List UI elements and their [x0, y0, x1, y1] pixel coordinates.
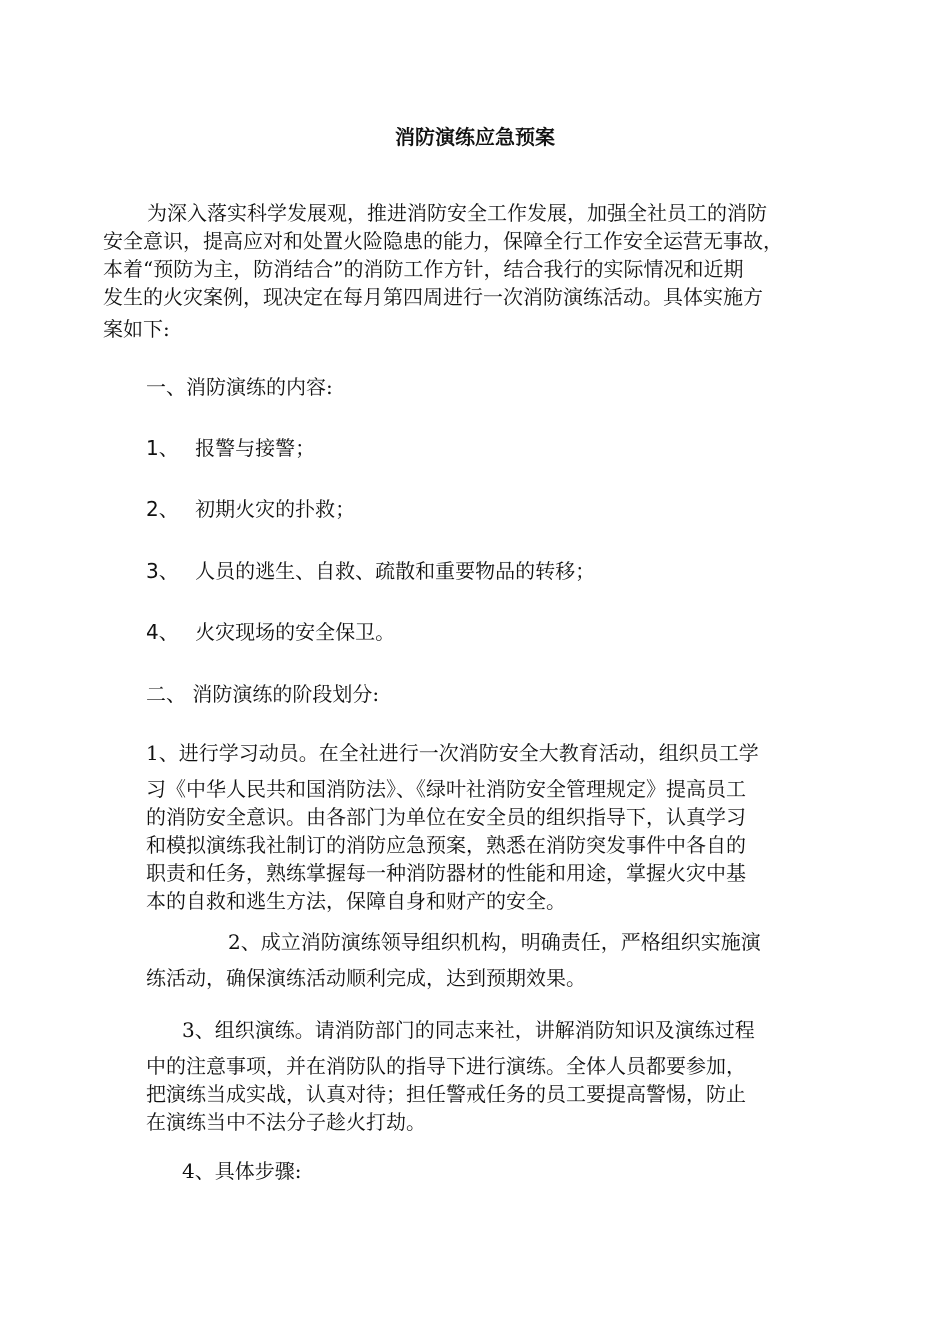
stage2-line: 练活动，确保演练活动顺利完成，达到预期效果。: [146, 966, 586, 990]
document-title: 消防演练应急预案: [395, 125, 555, 149]
stage3-line: 在演练当中不法分子趁火打劫。: [146, 1110, 426, 1134]
list-item-number: 4、: [146, 620, 179, 644]
list-item: [146, 434, 315, 462]
stage1-line: 1、进行学习动员。在全社进行一次消防安全大教育活动，组织员工学: [146, 741, 759, 765]
list-item-text: 初期火灾的扑救；: [195, 497, 356, 521]
list-item: [146, 618, 395, 646]
list-item-text: 火灾现场的安全保卫。: [195, 620, 396, 644]
list-item-text: 人员的逃生、自救、疏散和重要物品的转移；: [195, 559, 596, 583]
intro-line: 为深入落实科学发展观，推进消防安全工作发展，加强全社员工的消防: [147, 201, 767, 225]
section2-heading: 二、 消防演练的阶段划分:: [146, 682, 380, 706]
stage3-line: 中的注意事项，并在消防队的指导下进行演练。全体人员都要参加，: [146, 1054, 746, 1078]
stage1-line: 习《中华人民共和国消防法》、《绿叶社消防安全管理规定》提高员工: [146, 777, 746, 801]
intro-line: 案如下:: [103, 317, 170, 341]
stage1-line: 职责和任务，熟练掌握每一种消防器材的性能和用途，掌握火灾中基: [146, 861, 746, 885]
stage2-paragraph: [146, 928, 761, 992]
intro-line: 发生的火灾案例，现决定在每月第四周进行一次消防演练活动。具体实施方: [103, 285, 763, 309]
stage2-line: 2、成立消防演练领导组织机构，明确责任，严格组织实施演: [228, 930, 761, 954]
stage1-line: 本的自救和逃生方法，保障自身和财产的安全。: [146, 889, 566, 913]
stage1-line: 和模拟演练我社制订的消防应急预案，熟悉在消防突发事件中各自的: [146, 833, 746, 857]
list-item-number: 3、: [146, 559, 179, 583]
stage3-line: 把演练当成实战，认真对待；担任警戒任务的员工要提高警惕，防止: [146, 1082, 746, 1106]
list-item: [146, 495, 355, 523]
stage1-line: 的消防安全意识。由各部门为单位在安全员的组织指导下，认真学习: [146, 805, 746, 829]
stage1-paragraph: [146, 739, 759, 915]
intro-line: 本着“预防为主，防消结合”的消防工作方针，结合我行的实际情况和近期: [103, 257, 744, 281]
list-item-text: 报警与接警；: [195, 436, 316, 460]
list-item-number: 2、: [146, 497, 179, 521]
list-item-number: 1、: [146, 436, 179, 460]
list-item: [146, 557, 595, 585]
intro-line: 安全意识，提高应对和处置火险隐患的能力，保障全行工作安全运营无事故，: [103, 229, 783, 253]
stage3-line: 3、组织演练。请消防部门的同志来社，讲解消防知识及演练过程: [182, 1018, 755, 1042]
intro-paragraph: [103, 199, 783, 343]
section1-heading: 一、消防演练的内容:: [146, 375, 333, 399]
stage3-paragraph: [146, 1016, 755, 1136]
stage4-heading: 4、具体步骤:: [182, 1159, 302, 1183]
